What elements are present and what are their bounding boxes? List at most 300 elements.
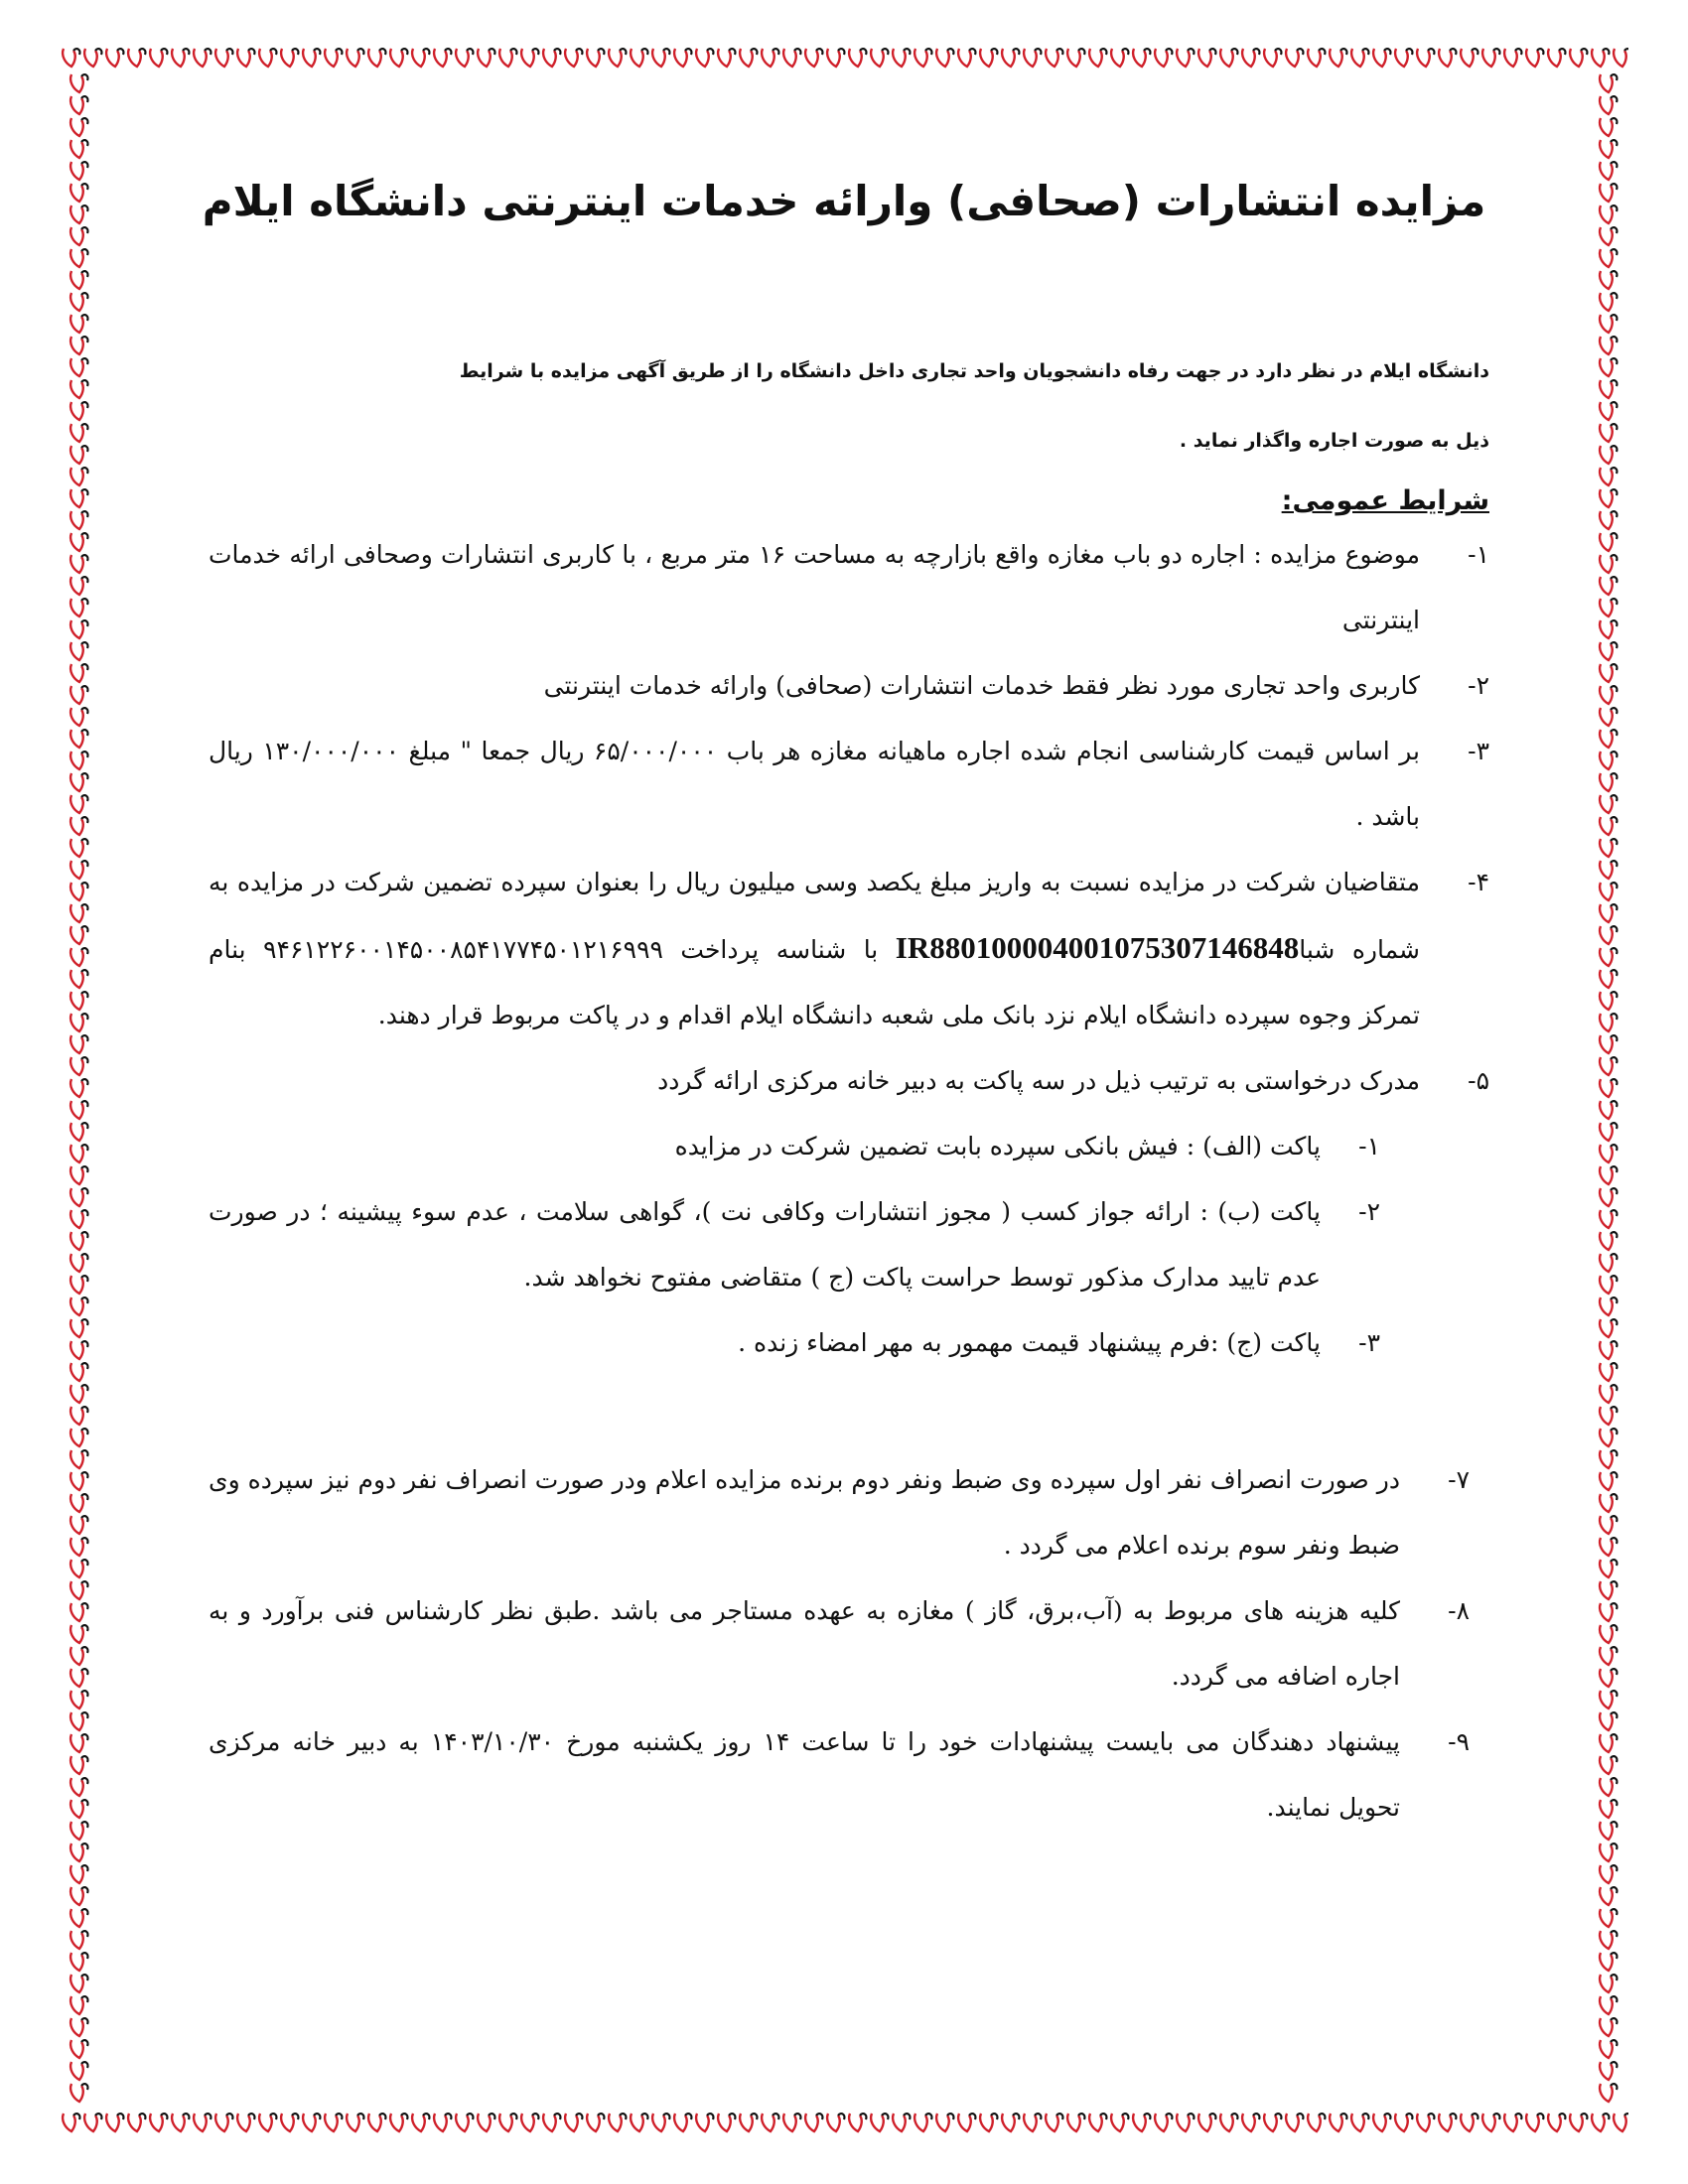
border-motif [609,49,626,67]
border-motif [1600,1232,1617,1250]
border-motif [1600,2062,1617,2080]
border-motif [1439,49,1456,67]
border-motif [1592,49,1609,67]
border-motif [936,49,953,67]
item-text: کاربری واحد تجاری مورد نظر فقط خدمات انتشارات (صحافی) وارائه خدمات اینترنتی [543,671,1420,700]
border-motif [325,49,342,67]
border-motif [674,2114,691,2131]
border-motif [70,1363,87,1381]
border-motif [70,1254,87,1272]
border-motif [1526,49,1543,67]
border-motif [1600,293,1617,311]
border-motif [70,926,87,944]
border-motif [368,49,385,67]
border-motif [70,140,87,158]
item-number: ۳- [1358,1328,1380,1357]
border-motif [70,1669,87,1687]
border-motif [63,2114,79,2131]
border-motif [1024,2114,1041,2131]
border-motif [70,1407,87,1425]
border-motif [215,2114,232,2131]
border-motif [70,686,87,704]
border-motif [1600,489,1617,507]
border-motif [827,49,844,67]
border-motif [1600,118,1617,136]
border-motif [215,49,232,67]
border-motif [631,49,647,67]
border-motif [70,555,87,573]
border-motif [1600,1800,1617,1818]
decorative-border-bottom [60,2103,1628,2142]
border-motif [1600,1822,1617,1840]
border-motif [652,49,669,67]
border-motif [1600,271,1617,289]
border-motif [70,184,87,202]
border-motif [70,315,87,333]
border-motif [958,2114,975,2131]
border-motif [1600,380,1617,398]
border-motif [1600,1865,1617,1883]
border-motif [70,1822,87,1840]
border-motif [1614,49,1628,67]
border-motif [70,1123,87,1141]
item-text: پاکت (ب) : ارائه جواز کسب ( مجوز انتشارات وکافی نت )، گواهی سلامت ، عدم سوء پیشینه ؛ در صورت عدم تایید مدارک مذکور توسط حراست پاکت (ج ) متقاضی مفتوح نخواهد شد. [209,1197,1321,1292]
border-motif [70,599,87,616]
item-text: در صورت انصراف نفر اول سپرده وی ضبط ونفر دوم برنده مزایده اعلام ودر صورت انصراف نفر دوم نیز سپرده وی ضبط ونفر سوم برنده اعلام می گردد . [209,1465,1400,1560]
border-motif [740,2114,757,2131]
border-motif [1046,49,1062,67]
border-motif [849,2114,866,2131]
border-motif [1111,2114,1128,2131]
border-motif [70,730,87,748]
border-motif [1600,686,1617,704]
border-motif [783,2114,800,2131]
border-motif [70,533,87,551]
envelope-sublist [209,1114,1400,1376]
border-motif [70,249,87,267]
border-motif [70,205,87,223]
border-motif [1600,948,1617,966]
border-motif [70,1712,87,1730]
border-motif [1600,1123,1617,1141]
border-motif [1600,1057,1617,1075]
sub-list-item [209,1310,1400,1376]
border-motif [783,49,800,67]
section-heading: شرایط عمومی: [1281,485,1489,516]
border-motif [390,49,407,67]
document-title: مزایده انتشارات (صحافی) وارائه خدمات اینترنتی دانشگاه ایلام [202,177,1486,225]
border-motif [1600,904,1617,922]
border-motif [914,2114,931,2131]
border-motif [70,337,87,354]
border-motif [1600,1079,1617,1097]
item-text: موضوع مزایده : اجاره دو باب مغازه واقع بازارچه به مساحت ۱۶ متر مربع ، با کاربری انتشارات وصحافی ارائه خدمات اینترنتی [209,540,1420,634]
border-motif [412,49,429,67]
border-motif [70,1909,87,1927]
item-text: پاکت (الف) : فیش بانکی سپرده بابت تضمین شرکت در مزایده [674,1132,1321,1160]
border-motif [70,1385,87,1403]
border-motif [70,489,87,507]
border-motif [1395,2114,1412,2131]
border-motif [1600,1494,1617,1512]
border-motif [1600,249,1617,267]
border-motif [106,49,123,67]
border-motif [259,49,276,67]
border-motif [70,380,87,398]
border-motif [871,49,888,67]
border-motif [70,1210,87,1228]
border-motif [390,2114,407,2131]
border-motif [1600,315,1617,333]
border-motif [84,49,101,67]
border-motif [172,49,189,67]
border-motif [70,1232,87,1250]
item-number: ۷- [1448,1465,1470,1494]
border-motif [1461,2114,1477,2131]
item-text: بر اساس قیمت کارشناسی انجام شده اجاره ماهیانه مغازه هر باب ۶۵/۰۰۰/۰۰۰ ریال جمعا " مبلغ ۱۳۰/۰۰۰/۰۰۰ ریال باشد . [209,737,1420,831]
border-motif [70,1101,87,1119]
border-motif [303,49,320,67]
border-motif [1600,1581,1617,1599]
border-motif [172,2114,189,2131]
border-motif [1600,1996,1617,2014]
border-motif [1089,2114,1106,2131]
border-motif [1600,839,1617,857]
border-motif [1600,1407,1617,1425]
border-motif [434,2114,451,2131]
border-motif [70,511,87,529]
border-motif [70,1079,87,1097]
border-motif [1417,49,1434,67]
border-motif [70,74,87,92]
border-motif [980,2114,997,2131]
border-motif [893,2114,910,2131]
item-number: ۵- [1468,1066,1489,1095]
border-motif [1600,1778,1617,1796]
border-motif [70,577,87,595]
border-motif [1600,795,1617,813]
item-text [209,850,1420,1048]
border-motif [805,2114,822,2131]
border-motif [1330,2114,1346,2131]
border-motif [1600,1166,1617,1184]
item-number: ۲- [1468,671,1489,700]
border-motif [1600,533,1617,551]
border-motif [70,2040,87,2058]
border-motif [1600,227,1617,245]
border-motif [805,49,822,67]
border-motif [70,227,87,245]
border-motif [70,1188,87,1206]
border-motif [1600,1931,1617,1949]
border-motif [1548,2114,1565,2131]
border-motif [70,1450,87,1468]
border-motif [70,773,87,791]
border-motif [718,49,735,67]
border-motif [70,1975,87,1992]
border-motif [958,49,975,67]
border-motif [631,2114,647,2131]
border-motif [70,708,87,726]
border-motif [849,49,866,67]
border-motif [1242,2114,1259,2131]
border-pattern [60,71,99,2107]
border-motif [194,2114,211,2131]
border-motif [674,49,691,67]
border-motif [70,1319,87,1337]
border-motif [456,2114,473,2131]
border-motif [652,2114,669,2131]
border-motif [70,96,87,114]
border-motif [1600,1276,1617,1294]
border-motif [1600,1363,1617,1381]
border-motif [1600,1953,1617,1971]
border-motif [70,118,87,136]
border-motif [1330,49,1346,67]
border-motif [718,2114,735,2131]
border-motif [1133,2114,1150,2131]
border-motif [303,2114,320,2131]
border-motif [980,49,997,67]
border-motif [1526,2114,1543,2131]
border-motif [1600,402,1617,420]
border-motif [1395,49,1412,67]
intro-line-2: ذیل به صورت اجاره واگذار نماید . [1179,430,1489,452]
border-motif [871,2114,888,2131]
border-motif [325,2114,342,2131]
border-motif [63,49,79,67]
document-page [179,149,1509,1841]
border-motif [70,293,87,311]
list-item [209,522,1509,653]
border-motif [70,446,87,464]
border-motif [70,1035,87,1053]
border-motif [70,1276,87,1294]
border-motif [1600,1188,1617,1206]
border-motif [237,2114,254,2131]
list-item [209,719,1509,850]
border-motif [150,49,167,67]
border-motif [1600,620,1617,638]
border-motif [1504,49,1521,67]
border-motif [1600,555,1617,573]
border-motif [1600,1909,1617,1927]
border-motif [1600,730,1617,748]
border-motif [70,1996,87,2014]
border-pattern [60,38,1628,77]
border-motif [1177,49,1194,67]
border-motif [1308,49,1325,67]
border-motif [70,2062,87,2080]
border-motif [1373,2114,1390,2131]
border-motif [1600,1516,1617,1534]
border-motif [543,2114,560,2131]
border-motif [1570,49,1587,67]
border-motif [70,1538,87,1556]
border-motif [70,1625,87,1643]
border-motif [70,1057,87,1075]
border-motif [70,2018,87,2036]
border-motif [412,2114,429,2131]
border-motif [1024,49,1041,67]
additional-conditions [209,1447,1509,1841]
sub-list-item [209,1114,1400,1179]
border-motif [281,2114,298,2131]
iban-number: IR880100004001075307146848 [895,930,1300,965]
border-motif [70,861,87,879]
border-motif [106,2114,123,2131]
border-motif [1600,511,1617,529]
border-motif [1600,1429,1617,1446]
border-motif [70,468,87,485]
border-motif [1600,992,1617,1010]
spacer [209,1376,1509,1447]
border-motif [70,424,87,442]
border-motif [70,664,87,682]
border-motif [1600,599,1617,616]
border-motif [368,2114,385,2131]
border-motif [70,1014,87,1031]
border-motif [1600,74,1617,92]
border-motif [84,2114,101,2131]
border-motif [70,620,87,638]
border-motif [1220,49,1237,67]
border-pattern [60,2103,1628,2142]
border-motif [70,162,87,180]
border-motif [1600,1975,1617,1992]
border-motif [1600,1319,1617,1337]
border-motif [1600,861,1617,879]
border-motif [70,271,87,289]
border-motif [1548,49,1565,67]
item-number: ۱- [1468,540,1489,569]
border-motif [70,1145,87,1162]
border-motif [456,49,473,67]
border-motif [1600,1210,1617,1228]
border-motif [70,1691,87,1708]
border-motif [70,1800,87,1818]
border-motif [893,49,910,67]
border-motif [1592,2114,1609,2131]
border-motif [1286,49,1303,67]
list-item [209,1048,1509,1114]
border-motif [70,1603,87,1621]
sub-list-item [209,1179,1400,1310]
border-motif [70,1887,87,1905]
item-number: ۲- [1358,1197,1380,1226]
border-motif [587,2114,604,2131]
border-motif [1600,1691,1617,1708]
border-motif [936,2114,953,2131]
border-motif [609,2114,626,2131]
border-motif [347,2114,363,2131]
border-motif [70,1472,87,1490]
border-motif [1046,2114,1062,2131]
border-motif [1002,2114,1019,2131]
border-motif [70,1647,87,1665]
border-motif [1461,49,1477,67]
border-motif [70,751,87,769]
border-motif [70,883,87,900]
list-item [209,1447,1489,1578]
decorative-border-top [60,38,1628,77]
border-motif [1067,2114,1084,2131]
border-motif [70,1734,87,1752]
border-motif [1504,2114,1521,2131]
border-motif [1600,817,1617,835]
border-motif [70,1516,87,1534]
border-motif [740,49,757,67]
border-motif [1600,1625,1617,1643]
item-text-part: متقاضیان شرکت در مزایده نسبت به واریز مبلغ یکصد وسی میلیون ریال را بعنوان سپرده تضمین شرکت در مزایده به شماره شبا [209,868,1421,964]
border-motif [1155,2114,1172,2131]
list-item [209,1578,1489,1709]
border-motif [762,2114,778,2131]
border-motif [1600,1101,1617,1119]
border-motif [1600,751,1617,769]
border-motif [565,49,582,67]
border-motif [1614,2114,1628,2131]
border-motif [914,49,931,67]
border-motif [1264,49,1281,67]
border-motif [70,1341,87,1359]
border-motif [1600,1297,1617,1315]
border-motif [1600,2018,1617,2036]
border-motif [70,1843,87,1861]
item-number: ۳- [1468,737,1489,765]
border-motif [543,49,560,67]
border-motif [70,1953,87,1971]
border-motif [696,2114,713,2131]
border-motif [1308,2114,1325,2131]
item-text: کلیه هزینه های مربوط به (آب،برق، گاز ) مغازه به عهده مستاجر می باشد .طبق نظر کارشناس فنی برآورد و به اجاره اضافه می گردد. [209,1596,1400,1691]
border-motif [70,1494,87,1512]
border-motif [521,2114,538,2131]
border-motif [1600,664,1617,682]
decorative-border-left [60,71,99,2107]
border-motif [1600,1734,1617,1752]
border-motif [70,2084,87,2102]
border-motif [1286,2114,1303,2131]
intro-line-1: دانشگاه ایلام در نظر دارد در جهت رفاه دانشجویان واحد تجاری داخل دانشگاه را از طریق آگهی مزایده با شرایط [459,360,1489,382]
border-motif [1351,49,1368,67]
item-number: ۱- [1358,1132,1380,1160]
border-motif [70,948,87,966]
border-motif [1600,1035,1617,1053]
border-motif [1439,2114,1456,2131]
border-motif [1600,468,1617,485]
border-motif [434,49,451,67]
border-motif [70,1429,87,1446]
border-motif [1600,1014,1617,1031]
border-motif [762,49,778,67]
border-motif [1600,1603,1617,1621]
item-text: مدرک درخواستی به ترتیب ذیل در سه پاکت به دبیر خانه مرکزی ارائه گردد [657,1066,1420,1095]
border-motif [259,2114,276,2131]
border-motif [1600,140,1617,158]
border-motif [696,49,713,67]
border-motif [1600,1756,1617,1774]
border-motif [70,1297,87,1315]
border-motif [1155,49,1172,67]
border-motif [1600,1843,1617,1861]
border-motif [1264,2114,1281,2131]
decorative-border-right [1589,71,1628,2107]
border-motif [1600,1341,1617,1359]
border-motif [70,1560,87,1577]
border-motif [1600,1538,1617,1556]
border-motif [70,642,87,660]
